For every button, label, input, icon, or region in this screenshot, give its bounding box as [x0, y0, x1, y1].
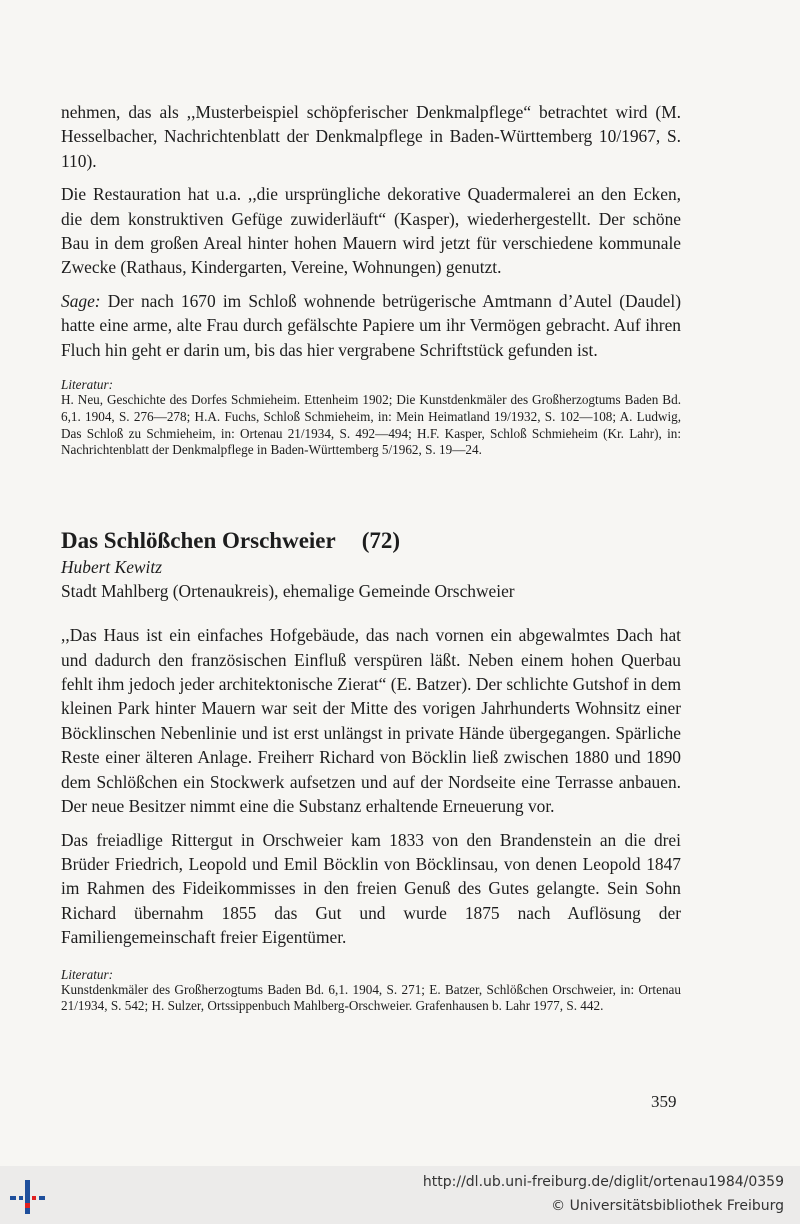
section-number: (72): [361, 528, 401, 554]
sage-label: Sage:: [61, 290, 101, 311]
footer-bar: [0, 1166, 800, 1224]
footer-copyright: © Universitätsbibliothek Freiburg: [551, 1198, 784, 1214]
footer-url-link[interactable]: http://dl.ub.uni-freiburg.de/diglit/ortenau1984/0359: [422, 1174, 784, 1190]
section-paragraph-1: ,,Das Haus ist ein einfaches Hofgebäude, das nach vornen ein abgewalmtes Dach hat und dadurch den französischen Einfluß verspüren läßt. Neben einem hohen Querbau fehlt ihm jedoch jeder architektonische Zierat“ (E. Batzer). Der schlichte Gutshof in dem kleinen Park hinter Mauern war seit der Mitte des vorigen Jahrhunderts Wohnsitz einer Böcklinschen Nebenlinie und ist erst unlängst in private Hände übergegangen. Spärliche Reste einer älteren Anlage. Freiherr Richard von Böcklin ließ zwischen 1880 und 1890 dem Schlößchen ein Stockwerk aufsetzen und auf der Nordseite eine Terrasse anbauen. Der neue Besitzer nimmt eine die Substanz erhaltende Erneuerung vor.: [61, 625, 681, 817]
intro-paragraph-1: nehmen, das als ,,Musterbeispiel schöpferischer Denkmalpflege“ betrachtet wird (M. Hesselbacher, Nachrichtenblatt der Denkmalpflege in Baden-Württemberg 10/1967, S. 110).: [61, 102, 681, 171]
sage-paragraph: [61, 289, 681, 362]
page-number: 359: [651, 1092, 677, 1111]
section-title-text: Das Schlößchen Orschweier: [61, 528, 336, 554]
section-paragraph-2: Das freiadlige Rittergut in Orschweier kam 1833 von den Brandenstein an die drei Brüder Friedrich, Leopold und Emil Böcklin von Böcklinsau, von denen Leopold 1847 im Rahmen des Fideikommisses in den freien Genuß des Gutes gelangte. Sein Sohn Richard übernahm 1855 das Gut und wurde 1875 nach Auflösung der Familiengemeinschaft freier Eigentümer.: [61, 829, 681, 948]
ub-freiburg-logo-icon: [8, 1176, 48, 1216]
literature-label: Literatur:: [61, 377, 114, 393]
sage-text: Der nach 1670 im Schloß wohnende betrügerische Amtmann d’Autel (Daudel) hatte eine arme, alte Frau durch gefälschte Papiere um ihr Vermögen gebracht. Auf ihren Fluch hin geht er darin um, bis das hier vergrabene Schriftstück gefunden ist.: [61, 290, 681, 360]
section-literature-label: Literatur:: [61, 966, 114, 982]
literature-text: H. Neu, Geschichte des Dorfes Schmieheim. Ettenheim 1902; Die Kunstdenkmäler des Großherzogtums Baden Bd. 6,1. 1904, S. 276—278; H.A. Fuchs, Schloß Schmieheim, in: Mein Heimatland 19/1932, S. 102—108; A. Ludwig, Das Schloß zu Schmieheim, in: Ortenau 21/1934, S. 492—494; H.F. Kasper, Schloß Schmieheim (Kr. Lahr), in: Nachrichtenblatt der Denkmalpflege in Baden-Württemberg 5/1962, S. 19—24.: [61, 392, 681, 458]
intro-paragraph-2: Die Restauration hat u.a. ,,die ursprüngliche dekorative Quadermalerei an den Ecken, die dem konstruktiven Gefüge zuwiderläuft“ (Kasper), wiederhergestellt. Der schöne Bau in dem großen Areal hinter hohen Mauern wird jetzt für verschiedene kommunale Zwecke (Rathaus, Kindergarten, Vereine, Wohnungen) genutzt.: [61, 184, 681, 278]
page-content: [61, 100, 681, 1015]
section-literature-text: Kunstdenkmäler des Großherzogtums Baden Bd. 6,1. 1904, S. 271; E. Batzer, Schlößchen Orschweier, in: Ortenau 21/1934, S. 542; H. Sulzer, Ortssippenbuch Mahlberg-Orschweier. Grafenhausen b. Lahr 1977, S. 442.: [61, 981, 681, 1014]
section-location: Stadt Mahlberg (Ortenaukreis), ehemalige Gemeinde Orschweier: [61, 581, 515, 602]
section-author: Hubert Kewitz: [61, 557, 162, 578]
section-title: [61, 527, 681, 555]
